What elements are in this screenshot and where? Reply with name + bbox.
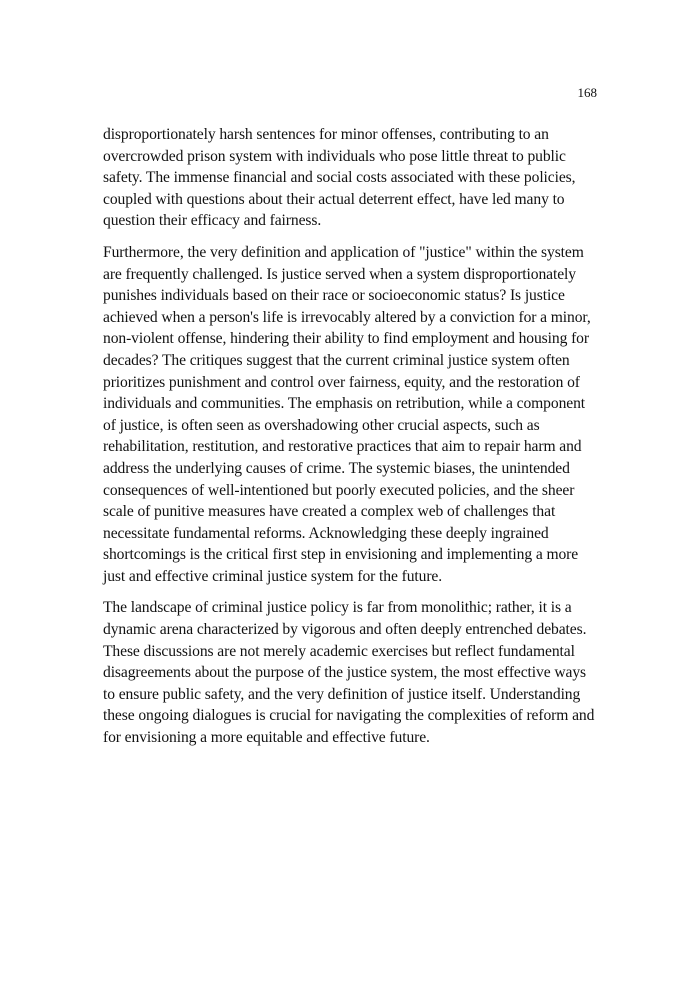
body-text [103, 124, 601, 759]
paragraph-policy-landscape: The landscape of criminal justice policy is far from monolithic; rather, it is a dynamic arena characterized by vigorous and often deeply entrenched debates. These discussions are not merely academic exercises but reflect fundamental disagreements about the purpose of the justice system, the most effective ways to ensure public safety, and the very definition of justice itself. Understanding these ongoing dialogues is crucial for navigating the complexities of reform and for envisioning a more equitable and effective future. [103, 599, 595, 747]
page-number: 168 [577, 85, 597, 100]
paragraph-justice-definition: Furthermore, the very definition and application of "justice" within the system are frequently challenged. Is justice served when a system disproportionately punishes individuals based on their race or socioeconomic status? Is justice achieved when a person's life is irrevocably altered by a conviction for a minor, non-violent offense, hindering their ability to find employment and housing for decades? The critiques suggest that the current criminal justice system often prioritizes punishment and control over fairness, equity, and the restoration of individuals and communities. The emphasis on retribution, while a component of justice, is often seen as overshadowing other crucial aspects, such as rehabilitation, restitution, and restorative practices that aim to repair harm and address the underlying causes of crime. The systemic biases, the unintended consequences of well-intentioned but poorly executed policies, and the sheer scale of punitive measures have created a complex web of challenges that necessitate fundamental reforms. Acknowledging these deeply ingrained shortcomings is the critical first step in envisioning and implementing a more just and effective criminal justice system for the future. [103, 243, 591, 585]
paragraph-continuation: disproportionately harsh sentences for minor offenses, contributing to an overcrowded prison system with individuals who pose little threat to public safety. The immense financial and social costs associated with these policies, coupled with questions about their actual deterrent effect, have led many to question their efficacy and fairness. [103, 126, 576, 230]
